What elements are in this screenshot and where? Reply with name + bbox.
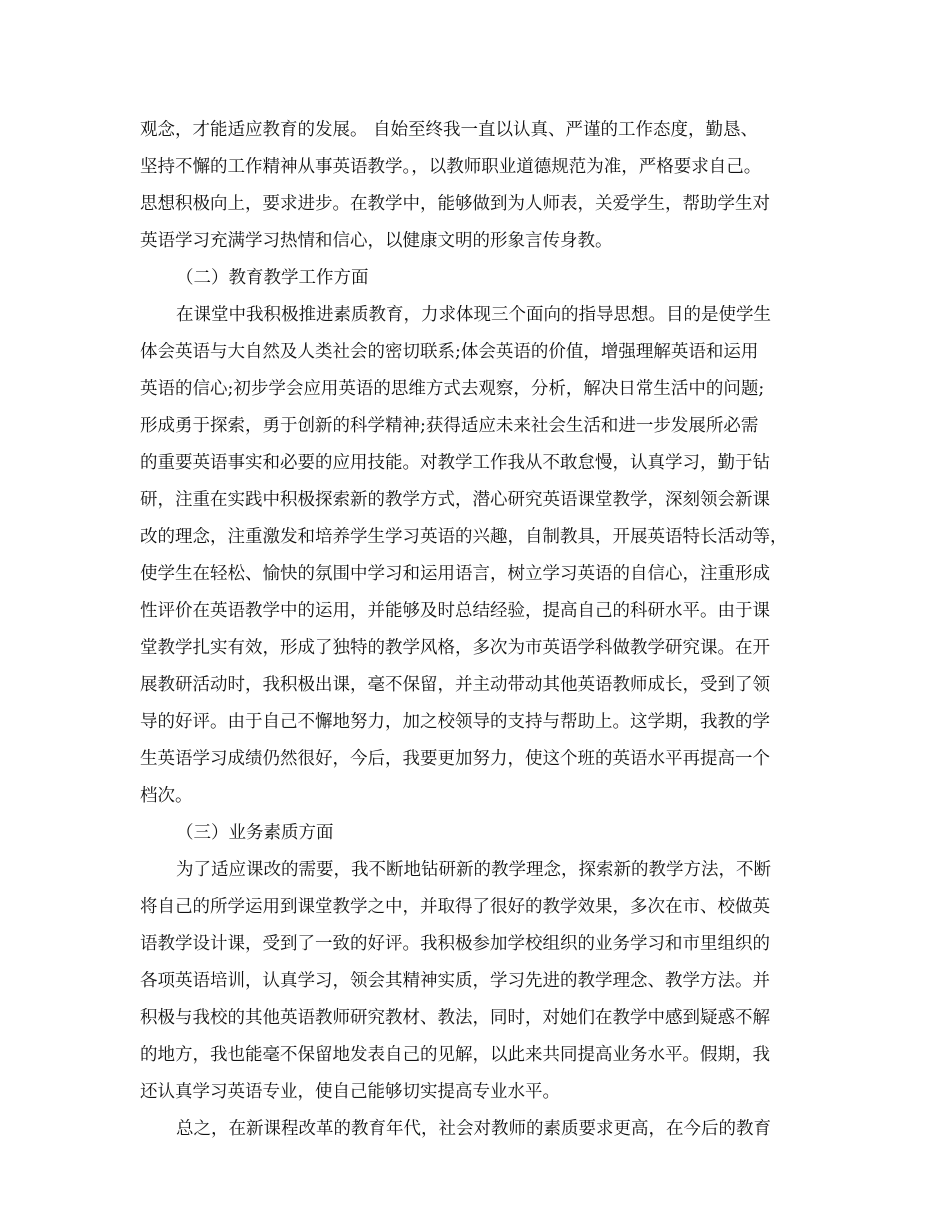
text-line: （三）业务素质方面 xyxy=(176,823,334,843)
text-line: 导的好评。由于自己不懈地努力，加之校领导的支持与帮助上。这学期，我教的学 xyxy=(140,712,770,732)
text-line: 还认真学习英语专业，使自己能够切实提高专业水平。 xyxy=(140,1082,560,1102)
text-line: 的地方，我也能毫不保留地发表自己的见解，以此来共同提高业务水平。假期，我 xyxy=(140,1045,770,1065)
text-line: 改的理念，注重激发和培养学生学习英语的兴趣，自制教具，开展英语特长活动等， xyxy=(140,527,788,547)
text-line: 堂教学扎实有效，形成了独特的教学风格，多次为市英语学科做教学研究课。在开 xyxy=(140,638,770,658)
text-line: （二）教育教学工作方面 xyxy=(176,268,369,288)
text-line: 形成勇于探索，勇于创新的科学精神;获得适应未来社会生活和进一步发展所必需 xyxy=(140,416,759,436)
text-line: 研，注重在实践中积极探索新的教学方式，潜心研究英语课堂教学，深刻领会新课 xyxy=(140,490,770,510)
text-line: 展教研活动时，我积极出课，毫不保留，并主动带动其他英语教师成长，受到了领 xyxy=(140,675,770,695)
text-line: 各项英语培训，认真学习，领会其精神实质，学习先进的教学理念、教学方法。并 xyxy=(140,971,770,991)
text-line: 总之，在新课程改革的教育年代，社会对教师的素质要求更高，在今后的教育 xyxy=(176,1119,771,1139)
text-line: 在课堂中我积极推进素质教育，力求体现三个面向的指导思想。目的是使学生 xyxy=(176,305,771,325)
text-line: 性评价在英语教学中的运用，并能够及时总结经验，提高自己的科研水平。由于课 xyxy=(140,601,770,621)
text-line: 使学生在轻松、愉快的氛围中学习和运用语言，树立学习英语的自信心，注重形成 xyxy=(140,564,770,584)
text-line: 将自己的所学运用到课堂教学之中，并取得了很好的教学效果，多次在市、校做英 xyxy=(140,897,770,917)
text-line: 观念，才能适应教育的发展。 自始至终我一直以认真、严谨的工作态度，勤恳、 xyxy=(140,120,759,140)
text-line: 思想积极向上，要求进步。在教学中，能够做到为人师表，关爱学生，帮助学生对 xyxy=(140,194,770,214)
text-line: 的重要英语事实和必要的应用技能。对教学工作我从不敢怠慢，认真学习，勤于钻 xyxy=(140,453,770,473)
text-line: 英语学习充满学习热情和信心，以健康文明的形象言传身教。 xyxy=(140,231,613,251)
text-line: 为了适应课改的需要，我不断地钻研新的教学理念，探索新的教学方法，不断 xyxy=(176,860,771,880)
text-line: 语教学设计课，受到了一致的好评。我积极参加学校组织的业务学习和市里组织的 xyxy=(140,934,770,954)
text-line: 档次。 xyxy=(140,786,193,806)
text-line: 坚持不懈的工作精神从事英语教学。，以教师职业道德规范为准，严格要求自己。 xyxy=(140,157,762,177)
text-line: 体会英语与大自然及人类社会的密切联系;体会英语的价值，增强理解英语和运用 xyxy=(140,342,759,362)
text-line: 生英语学习成绩仍然很好，今后，我要更加努力，使这个班的英语水平再提高一个 xyxy=(140,749,770,769)
text-line: 积极与我校的其他英语教师研究教材、教法，同时，对她们在教学中感到疑惑不解 xyxy=(140,1008,770,1028)
text-line: 英语的信心;初步学会应用英语的思维方式去观察，分析，解决日常生活中的问题; xyxy=(140,379,765,399)
document-body xyxy=(140,112,816,1148)
